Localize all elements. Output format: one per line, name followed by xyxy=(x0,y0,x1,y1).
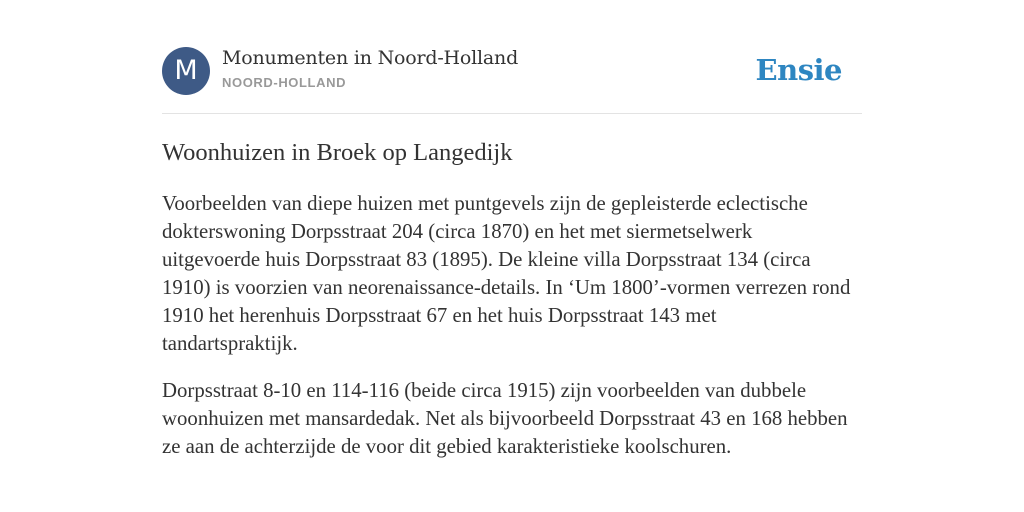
avatar[interactable]: M xyxy=(162,47,210,95)
article-card xyxy=(162,0,862,512)
article-paragraph-1: Voorbeelden van diepe huizen met puntgevels zijn de gepleisterde eclectische dokterswoning Dorpsstraat 204 (circa 1870) en het met siermetselwerk uitgevoerde huis Dorpsstraat 83 (1895). De kleine villa Dorpsstraat 134 (circa 1910) is voorzien van neorenaissance-details. In ‘Um 1800’-vormen verrezen rond 1910 het herenhuis Dorpsstraat 67 en het huis Dorpsstraat 143 met tandartspraktijk. xyxy=(162,192,851,355)
source-subtitle: NOORD-HOLLAND xyxy=(222,75,347,90)
page-title: Woonhuizen in Broek op Langedijk xyxy=(162,139,513,166)
brand-logo[interactable]: Ensie xyxy=(755,53,842,87)
source-header xyxy=(162,46,862,96)
source-title[interactable]: Monumenten in Noord-Holland xyxy=(222,47,519,69)
article-paragraph-2: Dorpsstraat 8-10 en 114-116 (beide circa 1915) zijn voorbeelden van dubbele woonhuizen met mansardedak. Net als bijvoorbeeld Dorpsstraat 43 en 168 hebben ze aan de achterzijde de voor dit gebied karakteristieke koolschuren. xyxy=(162,379,848,458)
divider xyxy=(162,113,862,114)
